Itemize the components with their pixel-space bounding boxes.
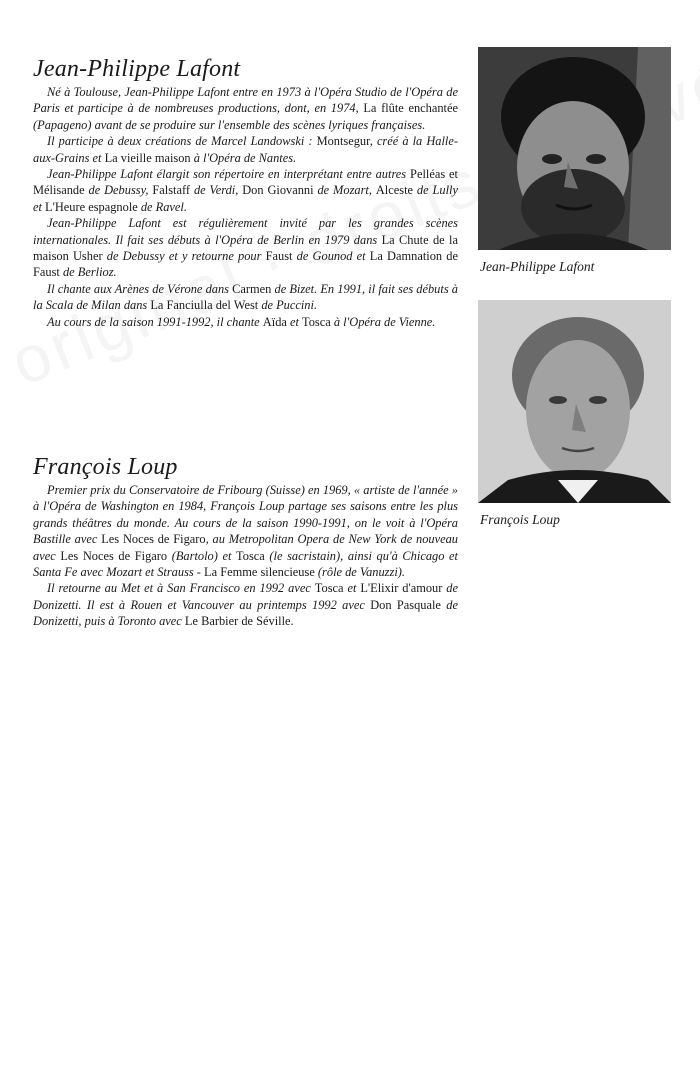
- bio-text-run: de Donizetti, puis à Toronto avec: [33, 597, 458, 629]
- bio-text-run: à l'Opéra de Vienne.: [333, 314, 436, 329]
- bio-paragraph: [33, 133, 458, 166]
- work-title: Don Giovanni: [242, 183, 318, 198]
- work-title: Les Noces de Figaro: [60, 548, 172, 563]
- bio-text-run: de Lully et: [33, 183, 458, 214]
- bio-text-run: (Papageno) avant de se produire sur l'ensemble des scènes lyriques françaises.: [33, 117, 426, 132]
- bio-text-run: de Gounod et: [296, 249, 370, 264]
- portrait-photo-loup: [478, 300, 671, 503]
- bio-paragraph: [33, 215, 458, 281]
- bio-paragraph: [33, 84, 458, 133]
- bio-paragraph: [33, 314, 458, 330]
- bio-paragraph: [33, 482, 458, 580]
- bio-text: [33, 482, 458, 630]
- bio-text-run: Jean-Philippe Lafont est régulièrement invité par les grandes scènes internationales. Il fait ses débuts à l'Opéra de Berlin en 1979 dans: [33, 216, 458, 247]
- bio-paragraph: [33, 281, 458, 314]
- bio-text-run: Au cours de la saison 1991-1992, il chante: [47, 314, 263, 329]
- bio-francois-loup: [33, 454, 458, 630]
- work-title: Pelléas et Mélisande: [33, 167, 458, 198]
- work-title: Tosca: [236, 548, 270, 563]
- bio-paragraph: [33, 580, 458, 629]
- bio-text-run: de Verdi,: [193, 183, 243, 198]
- work-title: La Chute de la maison Usher: [33, 232, 458, 264]
- artist-name: François Loup: [33, 454, 178, 480]
- bio-text-run: (rôle de Vanuzzi).: [317, 565, 405, 580]
- artist-name: Jean-Philippe Lafont: [33, 56, 241, 82]
- photo-caption: François Loup: [480, 512, 560, 527]
- bio-text: [33, 84, 458, 330]
- bio-text-run: Jean-Philippe Lafont élargit son répertoire en interprétant entre autres: [47, 167, 411, 182]
- bio-text-run: créé à la Halle-aux-Grains et: [33, 134, 458, 165]
- bio-text-run: et: [347, 581, 361, 596]
- bio-text-run: Il participe à deux créations de Marcel Landowski :: [47, 134, 317, 149]
- work-title: Carmen: [232, 281, 275, 296]
- bio-text-run: de Debussy,: [88, 183, 153, 198]
- bio-text-run: de Berlioz.: [62, 265, 117, 280]
- bio-jean-philippe-lafont: [33, 56, 458, 330]
- bio-text-run: (Bartolo) et: [171, 548, 237, 563]
- work-title: La Fanciulla del West: [150, 298, 262, 313]
- work-title: L'Heure espagnole: [45, 199, 141, 214]
- bio-text-run: de Bizet. En 1991, il fait ses débuts à la Scala de Milan dans: [33, 281, 458, 313]
- bio-text-run: Premier prix du Conservatoire de Fribourg (Suisse) en 1969, « artiste de l'année » à l'Opéra de Washington en 1984, François Loup partage ses saisons entre les plus grands théâtres du monde. Au cours de la saison 1990-1991, on le voit à l'Opéra Bastille avec: [33, 483, 458, 547]
- work-title: La vieille maison: [104, 150, 194, 165]
- work-title: Le Barbier de Séville.: [184, 614, 294, 629]
- bio-text-run: au Metropolitan Opera de New York de nouveau avec: [33, 532, 459, 563]
- work-title: Falstaff: [152, 183, 194, 198]
- work-title: La Damnation de Faust: [33, 249, 458, 280]
- work-title: Alceste: [375, 183, 417, 198]
- bio-text-run: (le sacristain), ainsi qu'à Chicago et Santa Fe avec Mozart et Strauss -: [33, 548, 458, 580]
- bio-text-run: et: [289, 314, 303, 329]
- bio-paragraph: [33, 166, 458, 215]
- work-title: Don Pasquale: [370, 597, 447, 612]
- bio-text-run: à l'Opéra de Nantes.: [193, 150, 297, 165]
- work-title: La Femme silencieuse: [204, 565, 318, 580]
- work-title: Tosca: [302, 314, 334, 329]
- work-title: Aïda: [262, 314, 290, 329]
- photo-caption: Jean-Philippe Lafont: [480, 259, 595, 274]
- work-title: Faust: [265, 249, 297, 264]
- work-title: La flûte enchantée: [363, 101, 458, 116]
- bio-text-run: de Puccini.: [261, 298, 318, 313]
- bio-text-run: de Debussy et y retourne pour: [106, 249, 266, 264]
- bio-text-run: Il chante aux Arènes de Vérone dans: [47, 281, 233, 296]
- work-title: Tosca: [314, 581, 348, 596]
- work-title: L'Elixir d'amour: [360, 581, 447, 596]
- bio-text-run: de Ravel.: [140, 199, 187, 214]
- portrait-photo-lafont: [478, 47, 671, 250]
- bio-text-run: Né à Toulouse, Jean-Philippe Lafont entre en 1973 à l'Opéra Studio de l'Opéra de Paris et participe à de nombreuses productions, dont, en 1974,: [33, 85, 458, 116]
- bio-text-run: de Mozart,: [317, 183, 376, 198]
- bio-text-run: Il retourne au Met et à San Francisco en 1992 avec: [47, 581, 315, 596]
- bio-text-run: de Donizetti. Il est à Rouen et Vancouver au printemps 1992 avec: [33, 581, 458, 612]
- work-title: Les Noces de Figaro,: [101, 532, 213, 547]
- work-title: Montsegur,: [316, 134, 377, 149]
